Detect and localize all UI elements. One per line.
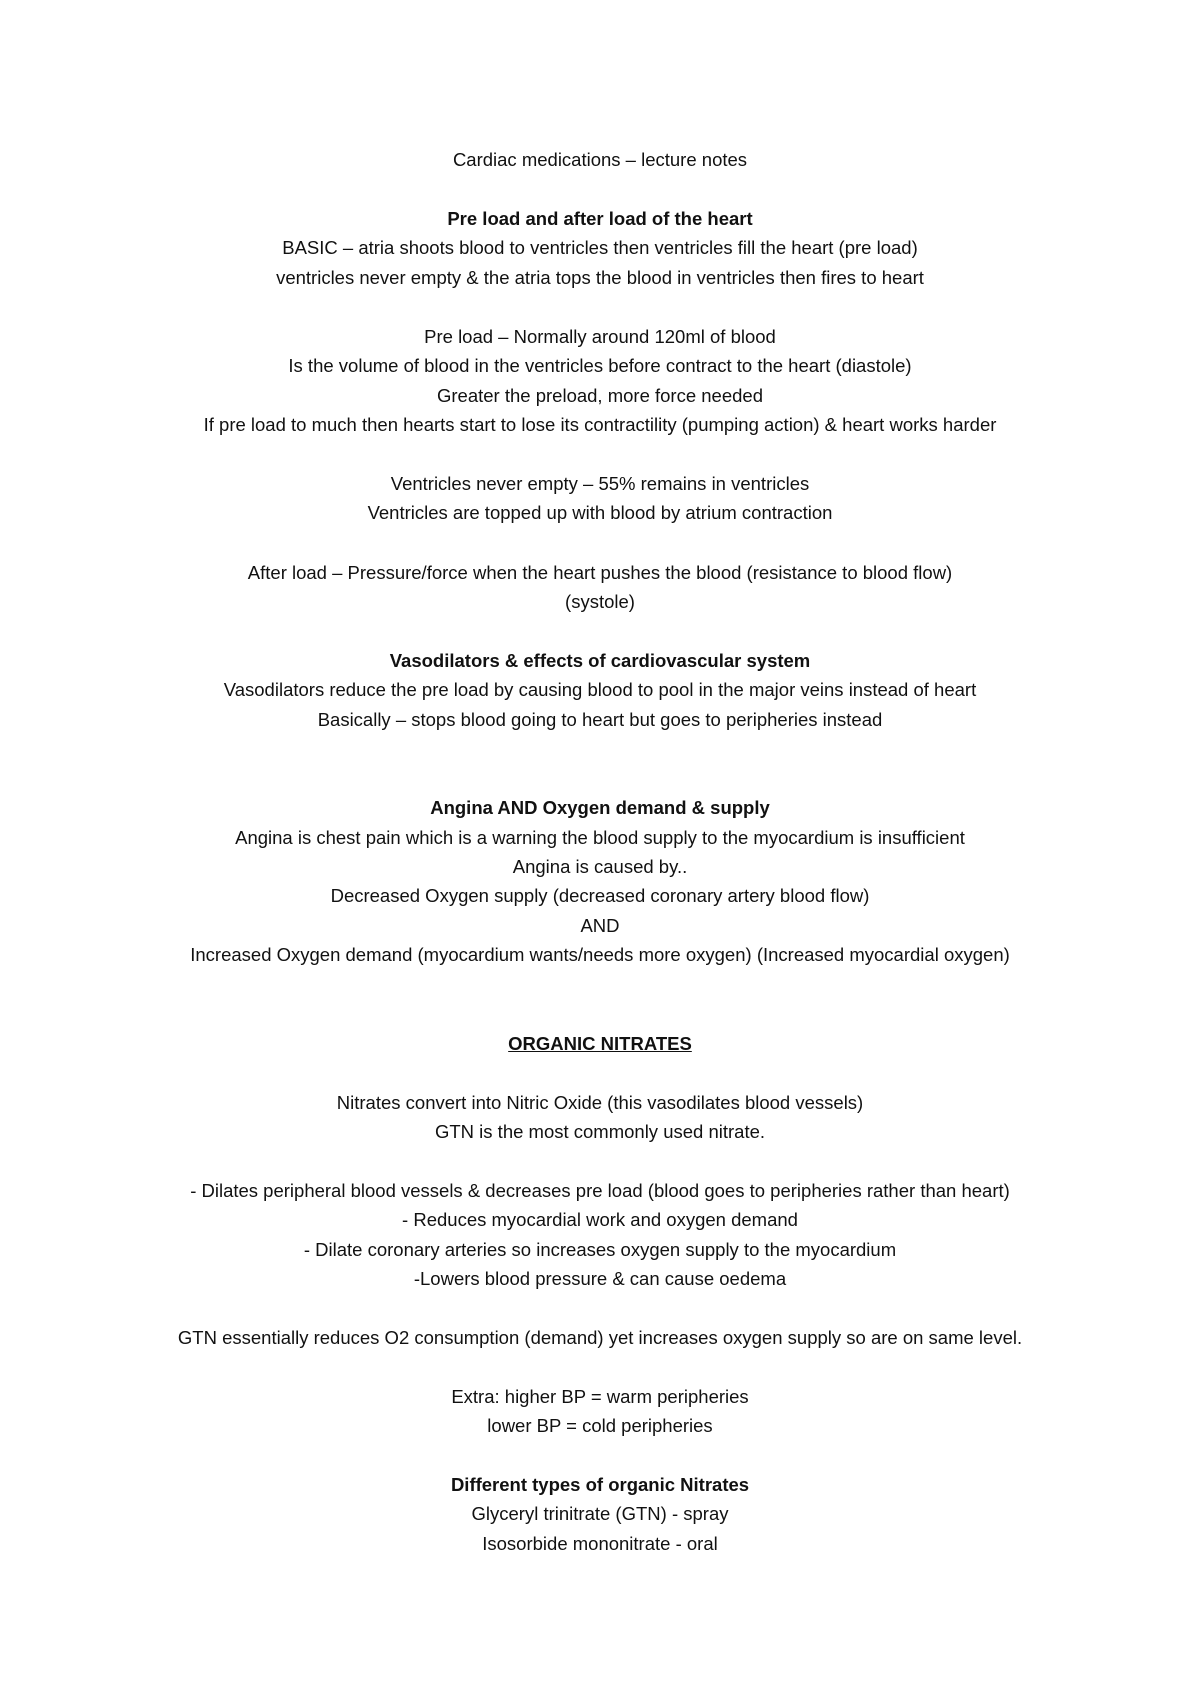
text-line: - Dilate coronary arteries so increases oxygen supply to the myocardium bbox=[303, 1239, 897, 1260]
text-line: Isosorbide mononitrate - oral bbox=[482, 1533, 718, 1554]
text-line: BASIC – atria shoots blood to ventricles then ventricles fill the heart (pre load) bbox=[282, 237, 918, 258]
section-heading-preload-afterload: Pre load and after load of the heart bbox=[447, 208, 753, 229]
text-line: Extra: higher BP = warm peripheries bbox=[451, 1386, 749, 1407]
text-line: lower BP = cold peripheries bbox=[487, 1415, 713, 1436]
text-line: ventricles never empty & the atria tops the blood in ventricles then fires to heart bbox=[276, 267, 924, 288]
text-line: Glyceryl trinitrate (GTN) - spray bbox=[471, 1503, 729, 1524]
text-line: (systole) bbox=[565, 591, 635, 612]
text-line: Ventricles are topped up with blood by atrium contraction bbox=[367, 502, 833, 523]
text-line: GTN essentially reduces O2 consumption (demand) yet increases oxygen supply so are on same level. bbox=[177, 1327, 1023, 1348]
text-line: Greater the preload, more force needed bbox=[437, 385, 763, 406]
text-line: Decreased Oxygen supply (decreased coronary artery blood flow) bbox=[330, 885, 870, 906]
text-line: Vasodilators reduce the pre load by causing blood to pool in the major veins instead of heart bbox=[223, 679, 977, 700]
text-line: Basically – stops blood going to heart but goes to peripheries instead bbox=[317, 709, 883, 730]
text-line: GTN is the most commonly used nitrate. bbox=[434, 1121, 766, 1142]
text-line: Angina is caused by.. bbox=[512, 856, 688, 877]
section-heading-vasodilators: Vasodilators & effects of cardiovascular system bbox=[389, 650, 811, 671]
text-line: Angina is chest pain which is a warning the blood supply to the myocardium is insufficient bbox=[235, 827, 965, 848]
section-heading-angina: Angina AND Oxygen demand & supply bbox=[430, 797, 770, 818]
text-line: If pre load to much then hearts start to lose its contractility (pumping action) & heart works harder bbox=[203, 414, 997, 435]
text-line: After load – Pressure/force when the heart pushes the blood (resistance to blood flow) bbox=[247, 562, 953, 583]
text-line: AND bbox=[580, 915, 620, 936]
text-line: - Dilates peripheral blood vessels & decreases pre load (blood goes to peripheries rather than heart) bbox=[190, 1180, 1010, 1201]
text-line: Increased Oxygen demand (myocardium wants/needs more oxygen) (Increased myocardial oxygen) bbox=[190, 944, 1010, 965]
text-line: Nitrates convert into Nitric Oxide (this vasodilates blood vessels) bbox=[336, 1092, 864, 1113]
section-heading-organic-nitrates: ORGANIC NITRATES bbox=[508, 1033, 692, 1054]
document-title: Cardiac medications – lecture notes bbox=[452, 149, 748, 170]
text-line: Is the volume of blood in the ventricles before contract to the heart (diastole) bbox=[288, 355, 912, 376]
text-line: Pre load – Normally around 120ml of blood bbox=[424, 326, 776, 347]
text-line: -Lowers blood pressure & can cause oedema bbox=[413, 1268, 787, 1289]
section-heading-types-of-nitrates: Different types of organic Nitrates bbox=[450, 1474, 750, 1495]
text-line: Ventricles never empty – 55% remains in ventricles bbox=[390, 473, 810, 494]
text-line: - Reduces myocardial work and oxygen demand bbox=[402, 1209, 798, 1230]
